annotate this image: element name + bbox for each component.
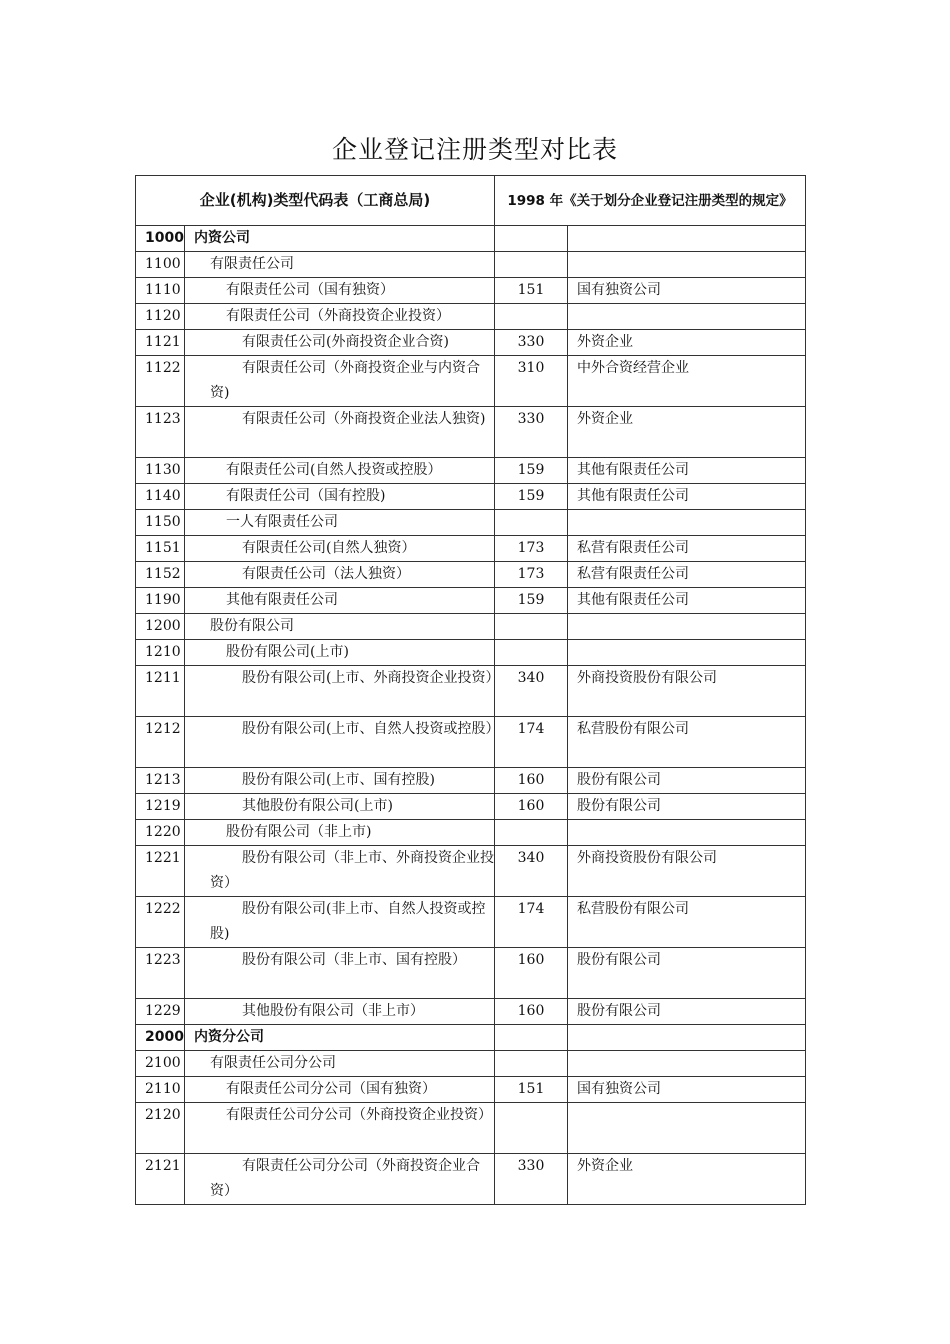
row-rule-name: 外资企业	[568, 1154, 806, 1205]
table-row	[136, 846, 806, 897]
row-code: 1222	[136, 897, 185, 948]
row-rule-code: 340	[495, 666, 568, 717]
table-row	[136, 640, 806, 666]
table-row	[136, 1103, 806, 1154]
table-row	[136, 999, 806, 1025]
row-rule-code: 159	[495, 458, 568, 484]
row-rule-code: 330	[495, 407, 568, 458]
row-name: 有限责任公司分公司（外商投资企业合资）	[185, 1154, 495, 1205]
row-rule-name: 股份有限公司	[568, 768, 806, 794]
row-code: 1220	[136, 820, 185, 846]
row-rule-name	[568, 1051, 806, 1077]
row-name: 有限责任公司（法人独资）	[185, 562, 495, 588]
row-rule-name	[568, 510, 806, 536]
row-name: 内资分公司	[185, 1025, 495, 1051]
row-rule-name	[568, 820, 806, 846]
table-row	[136, 330, 806, 356]
row-name: 有限责任公司分公司（外商投资企业投资）	[185, 1103, 495, 1154]
row-code: 1121	[136, 330, 185, 356]
row-code: 1213	[136, 768, 185, 794]
row-rule-code	[495, 1025, 568, 1051]
row-rule-name	[568, 252, 806, 278]
header-left: 企业(机构)类型代码表（工商总局)	[136, 176, 495, 226]
row-name: 有限责任公司(自然人投资或控股）	[185, 458, 495, 484]
table-body	[136, 226, 806, 1205]
row-rule-code: 151	[495, 278, 568, 304]
row-name: 有限责任公司（国有控股)	[185, 484, 495, 510]
row-code: 2120	[136, 1103, 185, 1154]
row-rule-code: 174	[495, 897, 568, 948]
row-name: 其他股份有限公司(上市)	[185, 794, 495, 820]
row-rule-name: 国有独资公司	[568, 278, 806, 304]
row-name: 股份有限公司(上市、外商投资企业投资）	[185, 666, 495, 717]
row-code: 1219	[136, 794, 185, 820]
row-rule-code: 330	[495, 330, 568, 356]
row-code: 1200	[136, 614, 185, 640]
row-rule-code: 151	[495, 1077, 568, 1103]
row-rule-name	[568, 640, 806, 666]
row-rule-name	[568, 304, 806, 330]
row-name: 股份有限公司(上市)	[185, 640, 495, 666]
table-row	[136, 407, 806, 458]
row-rule-code: 310	[495, 356, 568, 407]
row-rule-name: 其他有限责任公司	[568, 588, 806, 614]
table-row	[136, 484, 806, 510]
row-rule-code: 174	[495, 717, 568, 768]
row-name: 其他股份有限公司（非上市）	[185, 999, 495, 1025]
row-rule-code	[495, 1051, 568, 1077]
row-code: 1229	[136, 999, 185, 1025]
row-rule-name: 国有独资公司	[568, 1077, 806, 1103]
row-code: 1100	[136, 252, 185, 278]
row-code: 1110	[136, 278, 185, 304]
row-name: 股份有限公司(上市、自然人投资或控股）	[185, 717, 495, 768]
row-rule-code: 173	[495, 562, 568, 588]
table-row	[136, 1025, 806, 1051]
table-row	[136, 614, 806, 640]
row-code: 1000	[136, 226, 185, 252]
row-name: 有限责任公司（国有独资）	[185, 278, 495, 304]
row-name: 股份有限公司(上市、国有控股)	[185, 768, 495, 794]
row-rule-name: 其他有限责任公司	[568, 484, 806, 510]
row-rule-name: 外商投资股份有限公司	[568, 666, 806, 717]
row-name: 有限责任公司(外商投资企业合资)	[185, 330, 495, 356]
table-row	[136, 1154, 806, 1205]
row-rule-code: 340	[495, 846, 568, 897]
row-name: 有限责任公司（外商投资企业投资）	[185, 304, 495, 330]
row-rule-name: 股份有限公司	[568, 794, 806, 820]
row-rule-name: 外资企业	[568, 330, 806, 356]
row-name: 一人有限责任公司	[185, 510, 495, 536]
table-row	[136, 304, 806, 330]
row-name: 其他有限责任公司	[185, 588, 495, 614]
row-code: 1151	[136, 536, 185, 562]
row-rule-code: 159	[495, 484, 568, 510]
table-row	[136, 666, 806, 717]
row-code: 1152	[136, 562, 185, 588]
table-row	[136, 897, 806, 948]
row-code: 2121	[136, 1154, 185, 1205]
row-code: 2000	[136, 1025, 185, 1051]
table-row	[136, 1077, 806, 1103]
row-rule-code: 159	[495, 588, 568, 614]
row-code: 1190	[136, 588, 185, 614]
table-row	[136, 458, 806, 484]
row-rule-name: 外商投资股份有限公司	[568, 846, 806, 897]
row-code: 1210	[136, 640, 185, 666]
row-name: 股份有限公司（非上市)	[185, 820, 495, 846]
row-rule-name	[568, 226, 806, 252]
table-row	[136, 226, 806, 252]
row-code: 1223	[136, 948, 185, 999]
row-rule-code	[495, 640, 568, 666]
row-name: 股份有限公司（非上市、外商投资企业投资）	[185, 846, 495, 897]
row-code: 1140	[136, 484, 185, 510]
table-header-row	[136, 176, 806, 226]
row-rule-name: 股份有限公司	[568, 948, 806, 999]
row-code: 1130	[136, 458, 185, 484]
row-code: 1123	[136, 407, 185, 458]
row-name: 股份有限公司	[185, 614, 495, 640]
table-row	[136, 948, 806, 999]
row-rule-name	[568, 614, 806, 640]
row-name: 有限责任公司（外商投资企业法人独资)	[185, 407, 495, 458]
table-row	[136, 510, 806, 536]
row-code: 1221	[136, 846, 185, 897]
row-name: 有限责任公司分公司（国有独资）	[185, 1077, 495, 1103]
row-rule-code: 160	[495, 999, 568, 1025]
header-right: 1998 年《关于划分企业登记注册类型的规定》	[495, 176, 806, 226]
row-name: 有限责任公司(自然人独资）	[185, 536, 495, 562]
row-rule-name: 私营有限责任公司	[568, 536, 806, 562]
table-row	[136, 820, 806, 846]
table-row	[136, 536, 806, 562]
row-rule-name: 私营有限责任公司	[568, 562, 806, 588]
table-row	[136, 356, 806, 407]
row-rule-name: 其他有限责任公司	[568, 458, 806, 484]
row-rule-code	[495, 614, 568, 640]
table-row	[136, 252, 806, 278]
row-code: 2100	[136, 1051, 185, 1077]
table-row	[136, 562, 806, 588]
table-row	[136, 588, 806, 614]
table-row	[136, 768, 806, 794]
page-title: 企业登记注册类型对比表	[331, 135, 618, 164]
table-row	[136, 717, 806, 768]
row-rule-code	[495, 1103, 568, 1154]
row-name: 有限责任公司分公司	[185, 1051, 495, 1077]
row-code: 1212	[136, 717, 185, 768]
row-rule-name	[568, 1025, 806, 1051]
row-code: 1150	[136, 510, 185, 536]
row-rule-code	[495, 820, 568, 846]
row-rule-code	[495, 304, 568, 330]
row-rule-code: 160	[495, 768, 568, 794]
row-name: 股份有限公司(非上市、自然人投资或控股)	[185, 897, 495, 948]
row-code: 2110	[136, 1077, 185, 1103]
row-rule-name: 股份有限公司	[568, 999, 806, 1025]
row-code: 1122	[136, 356, 185, 407]
table-row	[136, 1051, 806, 1077]
row-name: 股份有限公司（非上市、国有控股）	[185, 948, 495, 999]
row-rule-code	[495, 510, 568, 536]
row-rule-code: 160	[495, 794, 568, 820]
table-row	[136, 278, 806, 304]
row-name: 有限责任公司（外商投资企业与内资合资)	[185, 356, 495, 407]
row-rule-code	[495, 226, 568, 252]
row-name: 有限责任公司	[185, 252, 495, 278]
row-rule-code: 173	[495, 536, 568, 562]
row-rule-name: 中外合资经营企业	[568, 356, 806, 407]
row-rule-name: 私营股份有限公司	[568, 717, 806, 768]
row-rule-name	[568, 1103, 806, 1154]
row-code: 1120	[136, 304, 185, 330]
registration-type-table	[135, 175, 806, 1205]
row-rule-code	[495, 252, 568, 278]
row-rule-code: 330	[495, 1154, 568, 1205]
row-rule-name: 外资企业	[568, 407, 806, 458]
row-name: 内资公司	[185, 226, 495, 252]
table-row	[136, 794, 806, 820]
row-rule-name: 私营股份有限公司	[568, 897, 806, 948]
row-rule-code: 160	[495, 948, 568, 999]
row-code: 1211	[136, 666, 185, 717]
